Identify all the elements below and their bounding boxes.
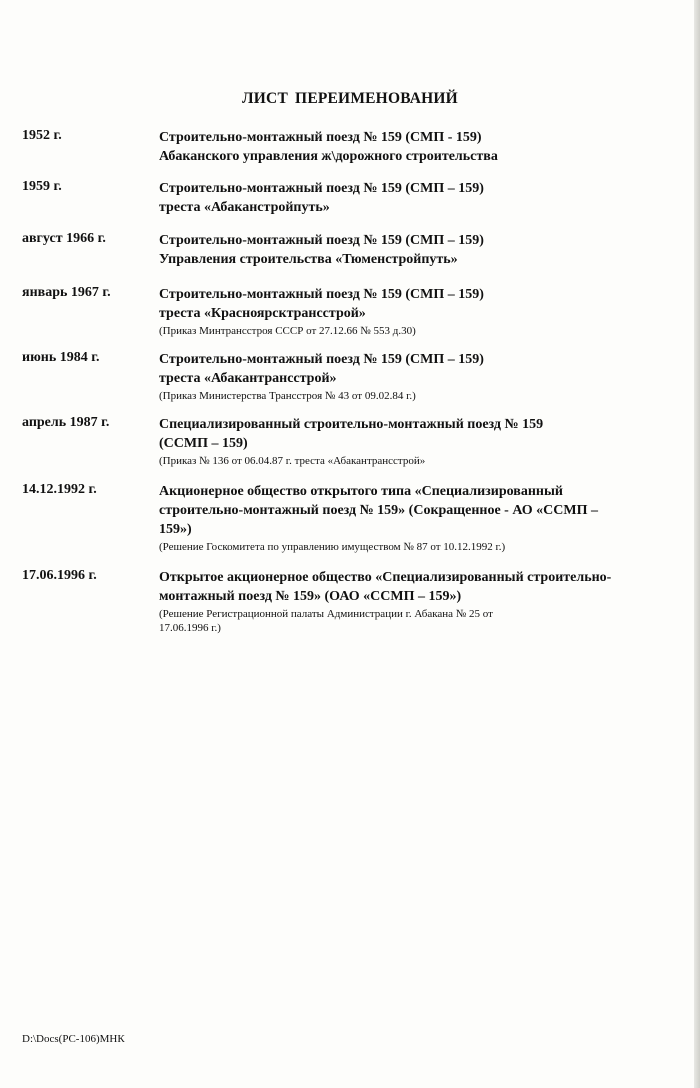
entry-note: (Приказ № 136 от 06.04.87 г. треста «Абакантрансстрой» (159, 455, 426, 467)
entry-note: 17.06.1996 г.) (159, 622, 221, 634)
file-path-footer: D:\Docs(PC-106)МНК (22, 1033, 125, 1045)
entry-body (159, 179, 679, 217)
entry-note: (Приказ Минтрансстроя СССР от 27.12.66 № 553 д.30) (159, 325, 416, 337)
entry-line: Абаканского управления ж\дорожного строительства (159, 149, 498, 164)
entry-date: август 1966 г. (22, 231, 106, 246)
entry-date: январь 1967 г. (22, 285, 111, 300)
entry-line: Строительно-монтажный поезд № 159 (СМП – 159) (159, 352, 484, 367)
entry-body (159, 568, 679, 635)
entry-note: (Приказ Министерства Трансстроя № 43 от 09.02.84 г.) (159, 390, 416, 402)
entry-note: (Решение Регистрационной палаты Администрации г. Абакана № 25 от (159, 608, 493, 620)
entry-body (159, 415, 679, 468)
scan-edge (694, 0, 700, 1088)
entry-body (159, 128, 679, 166)
entry-line: треста «Абакантрансстрой» (159, 371, 337, 386)
entry-line: Специализированный строительно-монтажный поезд № 159 (159, 417, 544, 432)
page-title: ЛИСТ ПЕРЕИМЕНОВАНИЙ (242, 90, 458, 107)
entry-body (159, 350, 679, 403)
entry-line: строительно-монтажный поезд № 159» (Сокращенное - АО «ССМП – (159, 503, 598, 518)
entry-body (159, 482, 679, 554)
entry-date: 17.06.1996 г. (22, 568, 97, 583)
entry-date: 1959 г. (22, 179, 62, 194)
entry-date: 1952 г. (22, 128, 62, 143)
entry-line: Строительно-монтажный поезд № 159 (СМП – 159) (159, 233, 484, 248)
entry-line: Строительно-монтажный поезд № 159 (СМП – 159) (159, 181, 484, 196)
entry-date: апрель 1987 г. (22, 415, 110, 430)
entry-body (159, 285, 679, 338)
entry-date: июнь 1984 г. (22, 350, 100, 365)
entry-note: (Решение Госкомитета по управлению имуществом № 87 от 10.12.1992 г.) (159, 541, 506, 553)
entry-line: 159») (159, 522, 192, 537)
entry-body (159, 231, 679, 269)
entry-line: Управления строительства «Тюменстройпуть» (159, 252, 458, 267)
entry-line: монтажный поезд № 159» (ОАО «ССМП – 159») (159, 589, 462, 604)
entry-line: Строительно-монтажный поезд № 159 (СМП – 159) (159, 287, 484, 302)
entry-line: треста «Абаканстройпуть» (159, 200, 330, 215)
entry-line: Открытое акционерное общество «Специализированный строительно- (159, 570, 612, 585)
entry-date: 14.12.1992 г. (22, 482, 97, 497)
entry-line: (ССМП – 159) (159, 436, 248, 451)
entry-line: Акционерное общество открытого типа «Специализированный (159, 484, 563, 499)
entry-line: треста «Красноярсктрансстрой» (159, 306, 366, 321)
entry-line: Строительно-монтажный поезд № 159 (СМП - 159) (159, 130, 482, 145)
